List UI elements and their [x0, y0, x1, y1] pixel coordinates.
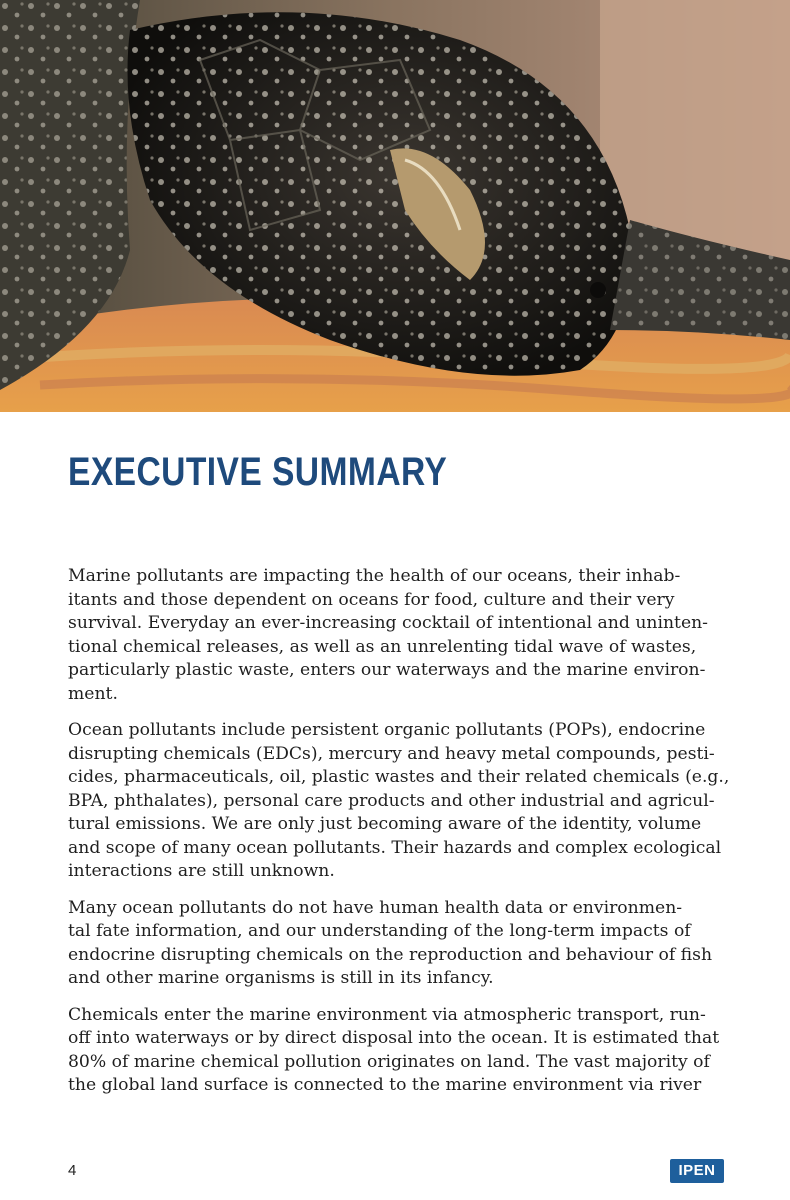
text-line: survival. Everyday an ever-increasing cocktail of intentional and uninten-	[68, 613, 708, 633]
text-line: disrupting chemicals (EDCs), mercury and heavy metal compounds, pesti-	[68, 743, 715, 764]
text-line: tal fate information, and our understanding of the long-term impacts of	[68, 921, 691, 941]
text-line: and scope of many ocean pollutants. Their hazards and complex ecological	[68, 837, 722, 858]
paragraph	[68, 565, 724, 706]
text-line: BPA, phthalates), personal care products and other industrial and agricul-	[68, 790, 715, 811]
paragraph	[68, 897, 724, 991]
page-title: EXECUTIVE SUMMARY	[68, 450, 448, 494]
text-line: off into waterways or by direct disposal into the ocean. It is estimated that	[68, 1028, 720, 1048]
paragraph	[68, 1004, 724, 1098]
page-number: 4	[68, 1162, 77, 1179]
text-line: endocrine disrupting chemicals on the reproduction and behaviour of fish	[68, 944, 713, 965]
text-line: itants and those dependent on oceans for food, culture and their very	[68, 589, 675, 610]
text-line: tural emissions. We are only just becoming aware of the identity, volume	[68, 814, 702, 834]
body-text	[68, 565, 730, 1111]
text-line: tional chemical releases, as well as an unrelenting tidal wave of wastes,	[68, 636, 697, 657]
text-line: Marine pollutants are impacting the health of our oceans, their inhab-	[68, 566, 681, 586]
sea-turtle-photo	[0, 0, 790, 412]
text-line: the global land surface is connected to the marine environment via river	[68, 1075, 702, 1095]
text-line: Many ocean pollutants do not have human health data or environmen-	[68, 897, 683, 918]
ipen-logo: IPEN	[670, 1159, 724, 1183]
text-line: Chemicals enter the marine environment via atmospheric transport, run-	[68, 1004, 706, 1025]
text-line: 80% of marine chemical pollution originates on land. The vast majority of	[68, 1051, 710, 1072]
text-line: and other marine organisms is still in its infancy.	[68, 968, 494, 988]
text-line: cides, pharmaceuticals, oil, plastic wastes and their related chemicals (e.g.,	[68, 767, 730, 787]
paragraph	[68, 719, 730, 884]
text-line: Ocean pollutants include persistent organic pollutants (POPs), endocrine	[68, 720, 706, 740]
hero-photo	[0, 0, 790, 412]
text-line: ment.	[68, 683, 118, 704]
text-line: interactions are still unknown.	[68, 861, 335, 881]
text-line: particularly plastic waste, enters our waterways and the marine environ-	[68, 660, 706, 680]
